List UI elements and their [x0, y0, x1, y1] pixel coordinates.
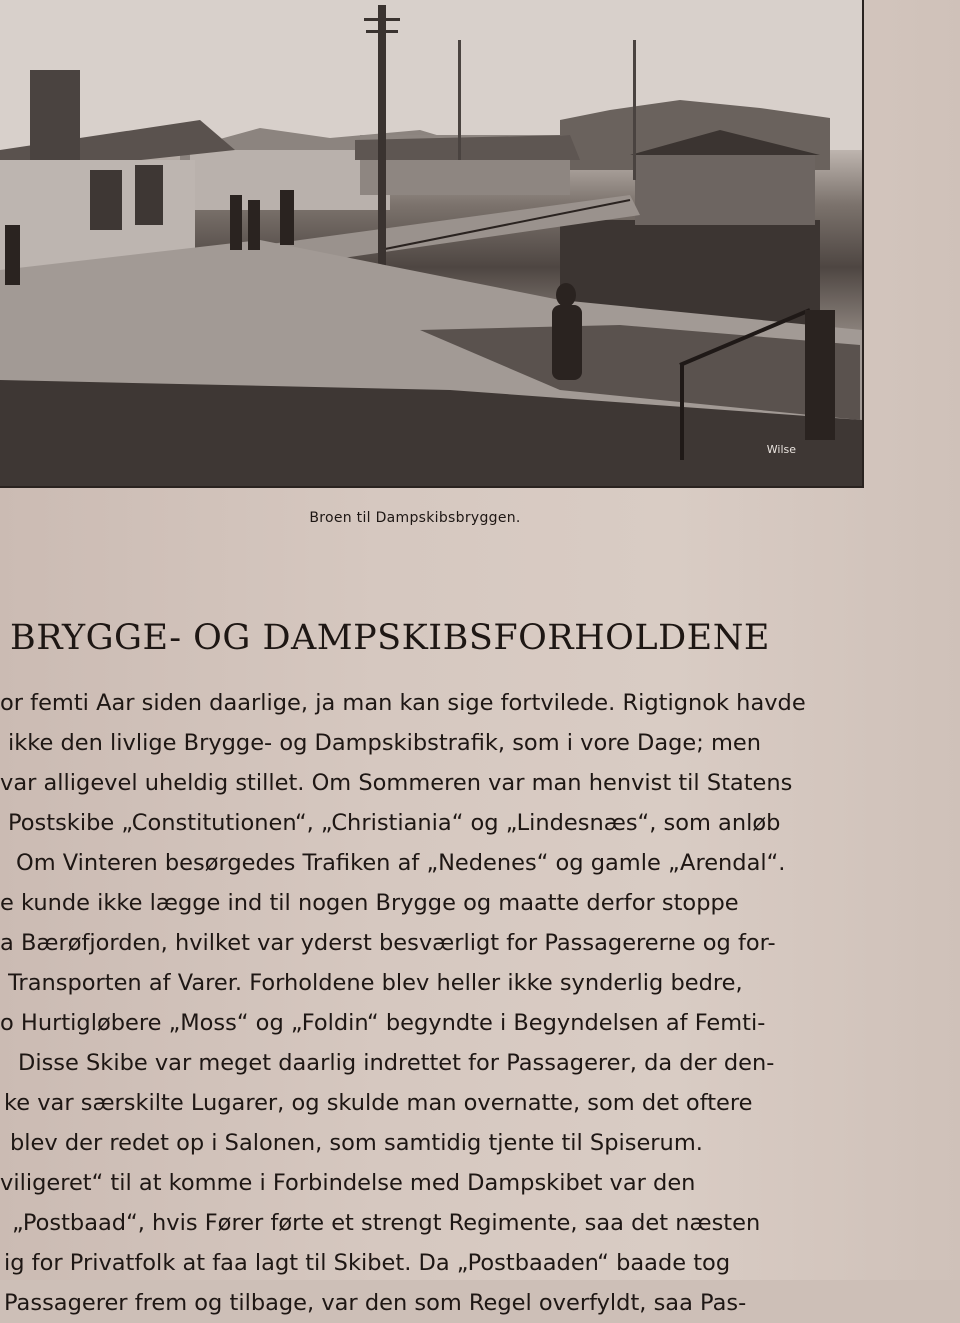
text-line: Om Vinteren besørgedes Trafiken af „Nedenes“ og gamle „Arendal“.	[16, 850, 786, 876]
text-line: var alligevel uheldig stillet. Om Sommeren var man henvist til Statens	[0, 770, 793, 796]
text-line: Passagerer frem og tilbage, var den som Regel overfyldt, saa Pas-	[4, 1290, 747, 1316]
text-line: Transporten af Varer. Forholdene blev heller ikke synderlig bedre,	[8, 970, 743, 996]
harbor-photograph	[0, 0, 864, 488]
text-line: ig for Privatfolk at faa lagt til Skibet. Da „Postbaaden“ baade tog	[4, 1250, 731, 1276]
section-heading: BRYGGE- OG DAMPSKIBSFORHOLDENE	[10, 618, 770, 658]
text-line: or femti Aar siden daarlige, ja man kan sige fortvilede. Rigtignok havde	[0, 690, 806, 716]
photo-illustration	[0, 0, 862, 486]
photo-caption: Broen til Dampskibsbryggen.	[309, 510, 521, 526]
text-line: e kunde ikke lægge ind til nogen Brygge og maatte derfor stoppe	[0, 890, 739, 916]
body-paragraph	[0, 683, 950, 1323]
text-line: Disse Skibe var meget daarlig indrettet for Passagerer, da der den-	[18, 1050, 775, 1076]
text-line: blev der redet op i Salonen, som samtidig tjente til Spiserum.	[10, 1130, 703, 1156]
text-line: „Postbaad“, hvis Fører førte et strengt Regimente, saa det næsten	[12, 1210, 761, 1236]
text-line: ikke den livlige Brygge- og Dampskibstrafik, som i vore Dage; men	[8, 730, 761, 756]
text-line: Postskibe „Constitutionen“, „Christiania“ og „Lindesnæs“, som anløb	[8, 810, 781, 836]
text-line: a Bærøfjorden, hvilket var yderst besværligt for Passagererne og for-	[0, 930, 776, 956]
text-line: viligeret“ til at komme i Forbindelse med Dampskibet var den	[0, 1170, 696, 1196]
text-line: o Hurtigløbere „Moss“ og „Foldin“ begyndte i Begyndelsen af Femti-	[0, 1010, 766, 1036]
photographer-signature: Wilse	[766, 443, 796, 456]
text-line: ke var særskilte Lugarer, og skulde man overnatte, som det oftere	[4, 1090, 753, 1116]
